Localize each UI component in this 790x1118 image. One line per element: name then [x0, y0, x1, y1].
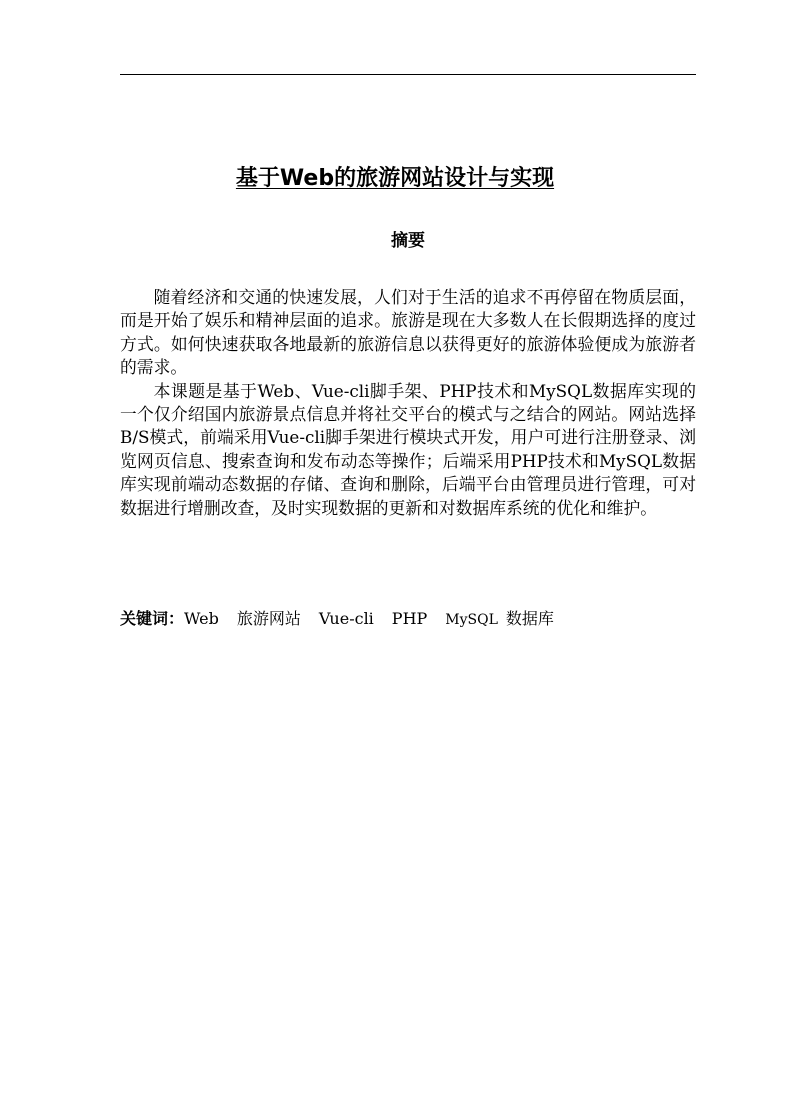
keyword: Vue-cli: [318, 609, 374, 628]
keyword: MySQL: [445, 612, 498, 628]
document-title: 基于Web的旅游网站设计与实现: [235, 166, 555, 191]
keyword: Web: [184, 609, 219, 628]
abstract-paragraph: 随着经济和交通的快速发展，人们对于生活的追求不再停留在物质层面，而是开始了娱乐和精神层面的追求。旅游是现在大多数人在长假期选择的度过方式。如何快速获取各地最新的旅游信息以获得更好的旅游体验便成为旅游者的需求。: [120, 287, 696, 378]
keyword: PHP: [391, 609, 428, 628]
abstract-heading: 摘要: [391, 231, 425, 251]
abstract-body: [120, 286, 696, 520]
keyword: 旅游网站: [236, 609, 301, 628]
keyword: 数据库: [505, 609, 554, 628]
header-rule: [120, 74, 696, 75]
abstract-paragraph: 本课题是基于Web、Vue-cli脚手架、PHP技术和MySQL数据库实现的一个仅介绍国内旅游景点信息并将社交平台的模式与之结合的网站。网站选择B/S模式，前端采用Vue-cli脚手架进行模块式开发，用户可进行注册登录、浏览网页信息、搜索查询和发布动态等操作；后端采用PHP技术和MySQL数据库实现前端动态数据的存储、查询和删除，后端平台由管理员进行管理，可对数据进行增删改查，及时实现数据的更新和对数据库系统的优化和维护。: [120, 380, 696, 518]
keywords-label: 关键词：: [120, 609, 185, 628]
keywords-line: [120, 607, 696, 632]
